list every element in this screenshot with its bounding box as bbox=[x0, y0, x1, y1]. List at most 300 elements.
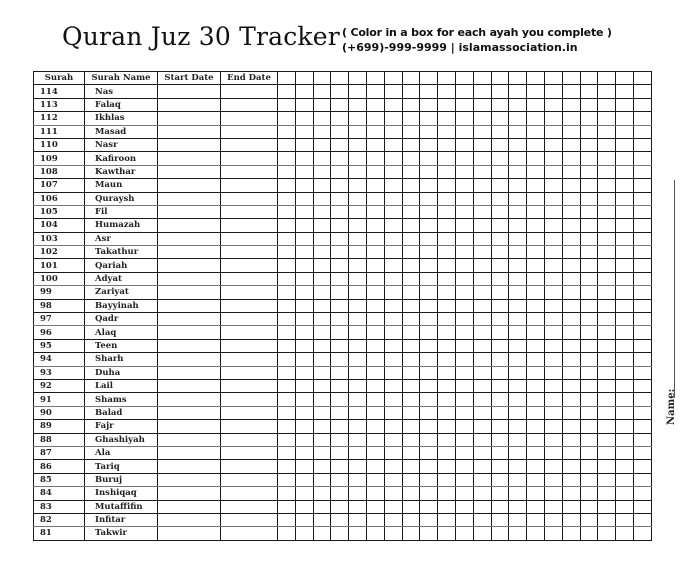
ayah-box[interactable] bbox=[491, 487, 509, 500]
ayah-box[interactable] bbox=[580, 98, 598, 111]
ayah-box[interactable] bbox=[331, 85, 349, 98]
ayah-box[interactable] bbox=[349, 179, 367, 192]
ayah-box[interactable] bbox=[473, 272, 491, 285]
ayah-box[interactable] bbox=[331, 112, 349, 125]
ayah-box[interactable] bbox=[598, 433, 616, 446]
ayah-box[interactable] bbox=[491, 246, 509, 259]
ayah-box[interactable] bbox=[633, 527, 651, 540]
ayah-box[interactable] bbox=[491, 446, 509, 459]
ayah-box[interactable] bbox=[402, 125, 420, 138]
name-field[interactable] bbox=[663, 180, 683, 425]
ayah-box[interactable] bbox=[295, 339, 313, 352]
ayah-box[interactable] bbox=[366, 272, 384, 285]
ayah-box[interactable] bbox=[349, 500, 367, 513]
ayah-box[interactable] bbox=[580, 406, 598, 419]
ayah-box[interactable] bbox=[420, 219, 438, 232]
ayah-box[interactable] bbox=[562, 353, 580, 366]
ayah-box[interactable] bbox=[313, 513, 331, 526]
ayah-box[interactable] bbox=[509, 98, 527, 111]
ayah-box[interactable] bbox=[491, 313, 509, 326]
ayah-box[interactable] bbox=[616, 513, 634, 526]
start-date-cell[interactable] bbox=[158, 125, 221, 138]
ayah-box[interactable] bbox=[455, 85, 473, 98]
ayah-box[interactable] bbox=[616, 326, 634, 339]
ayah-box[interactable] bbox=[402, 313, 420, 326]
ayah-box[interactable] bbox=[278, 446, 296, 459]
ayah-box[interactable] bbox=[402, 379, 420, 392]
ayah-box[interactable] bbox=[491, 165, 509, 178]
ayah-box[interactable] bbox=[313, 259, 331, 272]
ayah-box[interactable] bbox=[598, 98, 616, 111]
ayah-box[interactable] bbox=[633, 366, 651, 379]
ayah-box[interactable] bbox=[616, 138, 634, 151]
ayah-box[interactable] bbox=[402, 272, 420, 285]
ayah-box[interactable] bbox=[527, 353, 545, 366]
ayah-box[interactable] bbox=[562, 286, 580, 299]
ayah-box[interactable] bbox=[598, 138, 616, 151]
ayah-box[interactable] bbox=[384, 353, 402, 366]
ayah-box[interactable] bbox=[402, 500, 420, 513]
ayah-box[interactable] bbox=[491, 433, 509, 446]
ayah-box[interactable] bbox=[616, 393, 634, 406]
end-date-cell[interactable] bbox=[221, 112, 278, 125]
ayah-box[interactable] bbox=[616, 152, 634, 165]
ayah-box[interactable] bbox=[580, 138, 598, 151]
start-date-cell[interactable] bbox=[158, 420, 221, 433]
ayah-box[interactable] bbox=[331, 353, 349, 366]
ayah-box[interactable] bbox=[366, 179, 384, 192]
end-date-cell[interactable] bbox=[221, 353, 278, 366]
ayah-box[interactable] bbox=[491, 138, 509, 151]
ayah-box[interactable] bbox=[598, 272, 616, 285]
ayah-box[interactable] bbox=[313, 98, 331, 111]
ayah-box[interactable] bbox=[455, 393, 473, 406]
ayah-box[interactable] bbox=[349, 527, 367, 540]
ayah-box[interactable] bbox=[633, 125, 651, 138]
ayah-box[interactable] bbox=[331, 232, 349, 245]
ayah-box[interactable] bbox=[544, 85, 562, 98]
ayah-box[interactable] bbox=[384, 366, 402, 379]
ayah-box[interactable] bbox=[331, 98, 349, 111]
ayah-box[interactable] bbox=[455, 179, 473, 192]
ayah-box[interactable] bbox=[295, 85, 313, 98]
ayah-box[interactable] bbox=[455, 205, 473, 218]
ayah-box[interactable] bbox=[527, 339, 545, 352]
start-date-cell[interactable] bbox=[158, 165, 221, 178]
ayah-box[interactable] bbox=[509, 112, 527, 125]
ayah-box[interactable] bbox=[616, 165, 634, 178]
ayah-box[interactable] bbox=[598, 446, 616, 459]
ayah-box[interactable] bbox=[331, 406, 349, 419]
ayah-box[interactable] bbox=[527, 286, 545, 299]
ayah-box[interactable] bbox=[278, 272, 296, 285]
ayah-box[interactable] bbox=[580, 205, 598, 218]
ayah-box[interactable] bbox=[509, 299, 527, 312]
ayah-box[interactable] bbox=[278, 125, 296, 138]
ayah-box[interactable] bbox=[598, 299, 616, 312]
ayah-box[interactable] bbox=[562, 165, 580, 178]
ayah-box[interactable] bbox=[544, 152, 562, 165]
ayah-box[interactable] bbox=[473, 420, 491, 433]
ayah-box[interactable] bbox=[633, 192, 651, 205]
ayah-box[interactable] bbox=[473, 192, 491, 205]
ayah-box[interactable] bbox=[491, 179, 509, 192]
ayah-box[interactable] bbox=[384, 165, 402, 178]
ayah-box[interactable] bbox=[366, 406, 384, 419]
ayah-box[interactable] bbox=[598, 353, 616, 366]
ayah-box[interactable] bbox=[562, 527, 580, 540]
ayah-box[interactable] bbox=[420, 353, 438, 366]
ayah-box[interactable] bbox=[295, 406, 313, 419]
ayah-box[interactable] bbox=[491, 85, 509, 98]
end-date-cell[interactable] bbox=[221, 246, 278, 259]
ayah-box[interactable] bbox=[473, 446, 491, 459]
ayah-box[interactable] bbox=[544, 179, 562, 192]
start-date-cell[interactable] bbox=[158, 286, 221, 299]
ayah-box[interactable] bbox=[295, 473, 313, 486]
ayah-box[interactable] bbox=[580, 313, 598, 326]
ayah-box[interactable] bbox=[509, 473, 527, 486]
ayah-box[interactable] bbox=[384, 272, 402, 285]
ayah-box[interactable] bbox=[562, 125, 580, 138]
ayah-box[interactable] bbox=[616, 353, 634, 366]
ayah-box[interactable] bbox=[366, 85, 384, 98]
ayah-box[interactable] bbox=[384, 527, 402, 540]
ayah-box[interactable] bbox=[562, 152, 580, 165]
ayah-box[interactable] bbox=[384, 420, 402, 433]
ayah-box[interactable] bbox=[455, 487, 473, 500]
end-date-cell[interactable] bbox=[221, 420, 278, 433]
ayah-box[interactable] bbox=[491, 393, 509, 406]
ayah-box[interactable] bbox=[402, 406, 420, 419]
ayah-box[interactable] bbox=[384, 313, 402, 326]
ayah-box[interactable] bbox=[384, 513, 402, 526]
ayah-box[interactable] bbox=[438, 406, 456, 419]
ayah-box[interactable] bbox=[491, 420, 509, 433]
ayah-box[interactable] bbox=[313, 125, 331, 138]
ayah-box[interactable] bbox=[473, 406, 491, 419]
ayah-box[interactable] bbox=[491, 286, 509, 299]
ayah-box[interactable] bbox=[491, 406, 509, 419]
ayah-box[interactable] bbox=[633, 487, 651, 500]
ayah-box[interactable] bbox=[331, 286, 349, 299]
ayah-box[interactable] bbox=[420, 112, 438, 125]
ayah-box[interactable] bbox=[349, 112, 367, 125]
ayah-box[interactable] bbox=[491, 125, 509, 138]
ayah-box[interactable] bbox=[349, 473, 367, 486]
ayah-box[interactable] bbox=[616, 433, 634, 446]
end-date-cell[interactable] bbox=[221, 487, 278, 500]
ayah-box[interactable] bbox=[633, 420, 651, 433]
ayah-box[interactable] bbox=[562, 487, 580, 500]
ayah-box[interactable] bbox=[544, 165, 562, 178]
ayah-box[interactable] bbox=[473, 125, 491, 138]
name-write-line[interactable] bbox=[674, 180, 675, 398]
ayah-box[interactable] bbox=[384, 286, 402, 299]
ayah-box[interactable] bbox=[562, 513, 580, 526]
ayah-box[interactable] bbox=[331, 219, 349, 232]
ayah-box[interactable] bbox=[295, 125, 313, 138]
ayah-box[interactable] bbox=[420, 232, 438, 245]
ayah-box[interactable] bbox=[580, 460, 598, 473]
ayah-box[interactable] bbox=[473, 165, 491, 178]
end-date-cell[interactable] bbox=[221, 299, 278, 312]
ayah-box[interactable] bbox=[616, 299, 634, 312]
ayah-box[interactable] bbox=[420, 487, 438, 500]
ayah-box[interactable] bbox=[598, 286, 616, 299]
ayah-box[interactable] bbox=[366, 313, 384, 326]
ayah-box[interactable] bbox=[384, 446, 402, 459]
ayah-box[interactable] bbox=[580, 500, 598, 513]
ayah-box[interactable] bbox=[384, 219, 402, 232]
ayah-box[interactable] bbox=[366, 286, 384, 299]
ayah-box[interactable] bbox=[598, 473, 616, 486]
ayah-box[interactable] bbox=[278, 460, 296, 473]
ayah-box[interactable] bbox=[349, 299, 367, 312]
end-date-cell[interactable] bbox=[221, 85, 278, 98]
ayah-box[interactable] bbox=[616, 286, 634, 299]
start-date-cell[interactable] bbox=[158, 219, 221, 232]
ayah-box[interactable] bbox=[491, 513, 509, 526]
ayah-box[interactable] bbox=[278, 379, 296, 392]
end-date-cell[interactable] bbox=[221, 192, 278, 205]
ayah-box[interactable] bbox=[580, 513, 598, 526]
ayah-box[interactable] bbox=[402, 433, 420, 446]
ayah-box[interactable] bbox=[278, 112, 296, 125]
ayah-box[interactable] bbox=[509, 379, 527, 392]
ayah-box[interactable] bbox=[580, 179, 598, 192]
ayah-box[interactable] bbox=[420, 513, 438, 526]
ayah-box[interactable] bbox=[562, 339, 580, 352]
ayah-box[interactable] bbox=[633, 205, 651, 218]
ayah-box[interactable] bbox=[366, 339, 384, 352]
ayah-box[interactable] bbox=[491, 192, 509, 205]
ayah-box[interactable] bbox=[633, 85, 651, 98]
ayah-box[interactable] bbox=[509, 179, 527, 192]
ayah-box[interactable] bbox=[544, 98, 562, 111]
ayah-box[interactable] bbox=[473, 326, 491, 339]
ayah-box[interactable] bbox=[349, 125, 367, 138]
ayah-box[interactable] bbox=[580, 433, 598, 446]
start-date-cell[interactable] bbox=[158, 513, 221, 526]
ayah-box[interactable] bbox=[313, 313, 331, 326]
start-date-cell[interactable] bbox=[158, 393, 221, 406]
ayah-box[interactable] bbox=[313, 339, 331, 352]
start-date-cell[interactable] bbox=[158, 460, 221, 473]
ayah-box[interactable] bbox=[420, 446, 438, 459]
ayah-box[interactable] bbox=[438, 339, 456, 352]
ayah-box[interactable] bbox=[509, 420, 527, 433]
ayah-box[interactable] bbox=[473, 527, 491, 540]
ayah-box[interactable] bbox=[313, 446, 331, 459]
ayah-box[interactable] bbox=[509, 205, 527, 218]
ayah-box[interactable] bbox=[384, 326, 402, 339]
ayah-box[interactable] bbox=[491, 205, 509, 218]
ayah-box[interactable] bbox=[331, 473, 349, 486]
ayah-box[interactable] bbox=[562, 433, 580, 446]
ayah-box[interactable] bbox=[509, 513, 527, 526]
start-date-cell[interactable] bbox=[158, 232, 221, 245]
ayah-box[interactable] bbox=[509, 313, 527, 326]
ayah-box[interactable] bbox=[616, 192, 634, 205]
ayah-box[interactable] bbox=[402, 366, 420, 379]
start-date-cell[interactable] bbox=[158, 446, 221, 459]
end-date-cell[interactable] bbox=[221, 433, 278, 446]
ayah-box[interactable] bbox=[366, 232, 384, 245]
ayah-box[interactable] bbox=[616, 179, 634, 192]
ayah-box[interactable] bbox=[527, 500, 545, 513]
ayah-box[interactable] bbox=[473, 433, 491, 446]
ayah-box[interactable] bbox=[278, 205, 296, 218]
ayah-box[interactable] bbox=[366, 98, 384, 111]
start-date-cell[interactable] bbox=[158, 179, 221, 192]
ayah-box[interactable] bbox=[473, 205, 491, 218]
ayah-box[interactable] bbox=[633, 393, 651, 406]
ayah-box[interactable] bbox=[580, 232, 598, 245]
ayah-box[interactable] bbox=[580, 339, 598, 352]
ayah-box[interactable] bbox=[278, 152, 296, 165]
ayah-box[interactable] bbox=[580, 112, 598, 125]
ayah-box[interactable] bbox=[598, 85, 616, 98]
ayah-box[interactable] bbox=[295, 138, 313, 151]
ayah-box[interactable] bbox=[384, 299, 402, 312]
ayah-box[interactable] bbox=[455, 366, 473, 379]
ayah-box[interactable] bbox=[580, 353, 598, 366]
ayah-box[interactable] bbox=[527, 487, 545, 500]
ayah-box[interactable] bbox=[313, 460, 331, 473]
ayah-box[interactable] bbox=[598, 326, 616, 339]
ayah-box[interactable] bbox=[473, 366, 491, 379]
ayah-box[interactable] bbox=[580, 219, 598, 232]
ayah-box[interactable] bbox=[544, 339, 562, 352]
ayah-box[interactable] bbox=[562, 379, 580, 392]
ayah-box[interactable] bbox=[402, 339, 420, 352]
ayah-box[interactable] bbox=[349, 406, 367, 419]
ayah-box[interactable] bbox=[455, 232, 473, 245]
end-date-cell[interactable] bbox=[221, 125, 278, 138]
ayah-box[interactable] bbox=[491, 500, 509, 513]
ayah-box[interactable] bbox=[402, 165, 420, 178]
ayah-box[interactable] bbox=[562, 98, 580, 111]
ayah-box[interactable] bbox=[616, 112, 634, 125]
end-date-cell[interactable] bbox=[221, 286, 278, 299]
ayah-box[interactable] bbox=[633, 313, 651, 326]
ayah-box[interactable] bbox=[455, 313, 473, 326]
ayah-box[interactable] bbox=[384, 339, 402, 352]
ayah-box[interactable] bbox=[402, 527, 420, 540]
ayah-box[interactable] bbox=[384, 393, 402, 406]
ayah-box[interactable] bbox=[366, 165, 384, 178]
ayah-box[interactable] bbox=[633, 259, 651, 272]
ayah-box[interactable] bbox=[366, 326, 384, 339]
ayah-box[interactable] bbox=[438, 366, 456, 379]
ayah-box[interactable] bbox=[473, 98, 491, 111]
ayah-box[interactable] bbox=[313, 473, 331, 486]
ayah-box[interactable] bbox=[420, 500, 438, 513]
ayah-box[interactable] bbox=[633, 219, 651, 232]
ayah-box[interactable] bbox=[473, 232, 491, 245]
start-date-cell[interactable] bbox=[158, 366, 221, 379]
ayah-box[interactable] bbox=[580, 326, 598, 339]
ayah-box[interactable] bbox=[491, 259, 509, 272]
ayah-box[interactable] bbox=[527, 473, 545, 486]
ayah-box[interactable] bbox=[527, 246, 545, 259]
ayah-box[interactable] bbox=[438, 125, 456, 138]
ayah-box[interactable] bbox=[331, 513, 349, 526]
ayah-box[interactable] bbox=[455, 353, 473, 366]
ayah-box[interactable] bbox=[473, 487, 491, 500]
ayah-box[interactable] bbox=[633, 98, 651, 111]
ayah-box[interactable] bbox=[527, 192, 545, 205]
ayah-box[interactable] bbox=[349, 446, 367, 459]
start-date-cell[interactable] bbox=[158, 205, 221, 218]
ayah-box[interactable] bbox=[509, 366, 527, 379]
ayah-box[interactable] bbox=[349, 487, 367, 500]
ayah-box[interactable] bbox=[509, 353, 527, 366]
ayah-box[interactable] bbox=[295, 379, 313, 392]
ayah-box[interactable] bbox=[633, 326, 651, 339]
end-date-cell[interactable] bbox=[221, 152, 278, 165]
ayah-box[interactable] bbox=[384, 232, 402, 245]
end-date-cell[interactable] bbox=[221, 339, 278, 352]
ayah-box[interactable] bbox=[313, 420, 331, 433]
ayah-box[interactable] bbox=[455, 98, 473, 111]
ayah-box[interactable] bbox=[544, 232, 562, 245]
start-date-cell[interactable] bbox=[158, 85, 221, 98]
ayah-box[interactable] bbox=[278, 299, 296, 312]
ayah-box[interactable] bbox=[491, 232, 509, 245]
ayah-box[interactable] bbox=[527, 527, 545, 540]
ayah-box[interactable] bbox=[313, 500, 331, 513]
ayah-box[interactable] bbox=[473, 138, 491, 151]
ayah-box[interactable] bbox=[527, 326, 545, 339]
ayah-box[interactable] bbox=[313, 179, 331, 192]
end-date-cell[interactable] bbox=[221, 527, 278, 540]
ayah-box[interactable] bbox=[562, 299, 580, 312]
ayah-box[interactable] bbox=[349, 232, 367, 245]
ayah-box[interactable] bbox=[580, 366, 598, 379]
ayah-box[interactable] bbox=[420, 339, 438, 352]
ayah-box[interactable] bbox=[544, 487, 562, 500]
ayah-box[interactable] bbox=[438, 353, 456, 366]
ayah-box[interactable] bbox=[384, 125, 402, 138]
ayah-box[interactable] bbox=[349, 366, 367, 379]
ayah-box[interactable] bbox=[616, 246, 634, 259]
ayah-box[interactable] bbox=[278, 286, 296, 299]
ayah-box[interactable] bbox=[313, 487, 331, 500]
ayah-box[interactable] bbox=[420, 313, 438, 326]
ayah-box[interactable] bbox=[295, 460, 313, 473]
ayah-box[interactable] bbox=[331, 527, 349, 540]
ayah-box[interactable] bbox=[491, 299, 509, 312]
ayah-box[interactable] bbox=[491, 326, 509, 339]
ayah-box[interactable] bbox=[331, 313, 349, 326]
ayah-box[interactable] bbox=[598, 112, 616, 125]
ayah-box[interactable] bbox=[438, 527, 456, 540]
ayah-box[interactable] bbox=[562, 138, 580, 151]
ayah-box[interactable] bbox=[313, 165, 331, 178]
ayah-box[interactable] bbox=[295, 433, 313, 446]
ayah-box[interactable] bbox=[580, 446, 598, 459]
ayah-box[interactable] bbox=[366, 473, 384, 486]
ayah-box[interactable] bbox=[384, 500, 402, 513]
ayah-box[interactable] bbox=[527, 138, 545, 151]
ayah-box[interactable] bbox=[349, 286, 367, 299]
ayah-box[interactable] bbox=[295, 98, 313, 111]
ayah-box[interactable] bbox=[313, 366, 331, 379]
ayah-box[interactable] bbox=[349, 152, 367, 165]
ayah-box[interactable] bbox=[438, 138, 456, 151]
